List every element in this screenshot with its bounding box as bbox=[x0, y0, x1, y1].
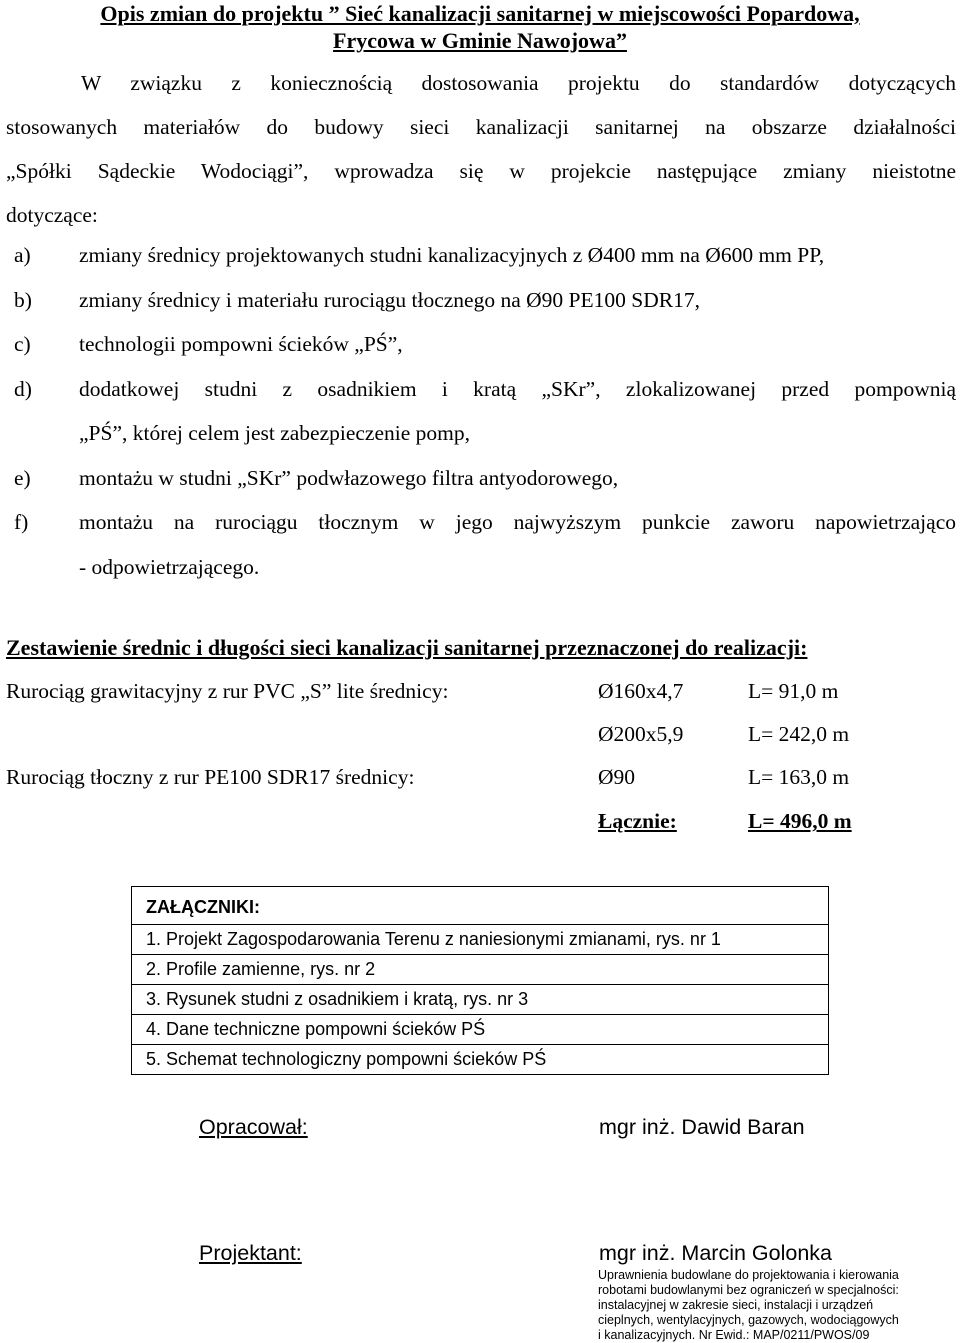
title-line-1: Opis zmian do projektu ” Sieć kanalizacji sanitarnej w miejscowości Popardowa, bbox=[100, 1, 860, 26]
summary-row-diameter: Ø200x5,9 bbox=[598, 722, 684, 746]
list-item-text-continued: „PŚ”, której celem jest zabezpieczenie pomp, bbox=[79, 421, 471, 445]
list-item-text: technologii pompowni ścieków „PŚ”, bbox=[79, 332, 403, 356]
summary-row-length: L= 242,0 m bbox=[748, 722, 850, 746]
license-note bbox=[598, 1268, 899, 1343]
summary-row-length: L= 163,0 m bbox=[748, 765, 850, 789]
list-marker: c) bbox=[14, 332, 31, 356]
list-item-text-continued: - odpowietrzającego. bbox=[79, 554, 260, 579]
intro-paragraph bbox=[6, 61, 956, 237]
summary-row-diameter: Ø160x4,7 bbox=[598, 679, 684, 703]
list-item bbox=[14, 322, 956, 367]
attachment-item: 4. Dane techniczne pompowni ścieków PŚ bbox=[132, 1015, 828, 1045]
summary-total-label: Łącznie: bbox=[598, 809, 677, 833]
summary-heading: Zestawienie średnic i długości sieci kanalizacji sanitarnej przeznaczonej do realizacji: bbox=[6, 635, 808, 660]
attachments-box bbox=[131, 886, 829, 1075]
attachment-item: 1. Projekt Zagospodarowania Terenu z naniesionymi zmianami, rys. nr 1 bbox=[132, 925, 828, 955]
list-item bbox=[14, 367, 956, 456]
license-line: Uprawnienia budowlane do projektowania i kierowania bbox=[598, 1268, 899, 1282]
license-line: i kanalizacyjnych. Nr Ewid.: MAP/0211/PWOS/09 bbox=[598, 1328, 870, 1342]
prepared-by-name: mgr inż. Dawid Baran bbox=[599, 1115, 805, 1139]
list-item bbox=[14, 233, 956, 278]
list-item bbox=[14, 500, 956, 589]
intro-line-1: W związku z koniecznością dostosowania projektu do standardów dotyczących bbox=[81, 71, 956, 95]
list-item bbox=[14, 456, 956, 501]
summary-row-length: L= 91,0 m bbox=[748, 679, 839, 703]
intro-line-3: „Spółki Sądeckie Wodociągi”, wprowadza się w projekcie następujące zmiany nieistotne bbox=[6, 159, 956, 183]
license-line: cieplnych, wentylacyjnych, gazowych, wodociągowych bbox=[598, 1313, 899, 1327]
license-line: robotami budowlanymi bez ograniczeń w specjalności: bbox=[598, 1283, 899, 1297]
prepared-by-label: Opracował: bbox=[199, 1115, 308, 1139]
list-marker: b) bbox=[14, 287, 32, 312]
intro-line-4: dotyczące: bbox=[6, 203, 98, 227]
title-line-2: Frycowa w Gminie Nawojowa” bbox=[333, 28, 627, 53]
attachment-item: 5. Schemat technologiczny pompowni ścieków PŚ bbox=[146, 1049, 547, 1069]
list-item-text: dodatkowej studni z osadnikiem i kratą „SKr”, zlokalizowanej przed pompownią bbox=[79, 376, 956, 401]
summary-row-label: Rurociąg tłoczny z rur PE100 SDR17 średnicy: bbox=[6, 765, 415, 789]
list-marker: f) bbox=[14, 510, 29, 534]
attachments-heading: ZAŁĄCZNIKI: bbox=[132, 887, 828, 925]
list-item-text: montażu w studni „SKr” podwłazowego filtra antyodorowego, bbox=[79, 465, 619, 490]
summary-row-diameter: Ø90 bbox=[598, 765, 636, 789]
list-marker: a) bbox=[14, 243, 31, 267]
designer-label: Projektant: bbox=[199, 1241, 302, 1265]
attachment-item: 2. Profile zamienne, rys. nr 2 bbox=[132, 955, 828, 985]
designer-name: mgr inż. Marcin Golonka bbox=[599, 1241, 832, 1265]
summary-total-length: L= 496,0 m bbox=[748, 809, 852, 833]
list-marker: d) bbox=[14, 376, 32, 401]
license-line: instalacyjnej w zakresie sieci, instalacji i urządzeń bbox=[598, 1298, 874, 1312]
list-item bbox=[14, 278, 956, 323]
changes-list bbox=[14, 233, 956, 589]
list-item-text: zmiany średnicy i materiału rurociągu tłocznego na Ø90 PE100 SDR17, bbox=[79, 287, 700, 312]
list-item-text: montażu na rurociągu tłocznym w jego najwyższym punkcie zaworu napowietrzająco bbox=[79, 510, 956, 534]
summary-row-label: Rurociąg grawitacyjny z rur PVC „S” lite średnicy: bbox=[6, 679, 449, 703]
intro-line-2: stosowanych materiałów do budowy sieci kanalizacji sanitarnej na obszarze działalności bbox=[6, 115, 956, 139]
attachment-item: 3. Rysunek studni z osadnikiem i kratą, rys. nr 3 bbox=[132, 985, 828, 1015]
list-item-text: zmiany średnicy projektowanych studni kanalizacyjnych z Ø400 mm na Ø600 mm PP, bbox=[79, 243, 825, 267]
document-title bbox=[0, 0, 960, 54]
list-marker: e) bbox=[14, 465, 31, 490]
